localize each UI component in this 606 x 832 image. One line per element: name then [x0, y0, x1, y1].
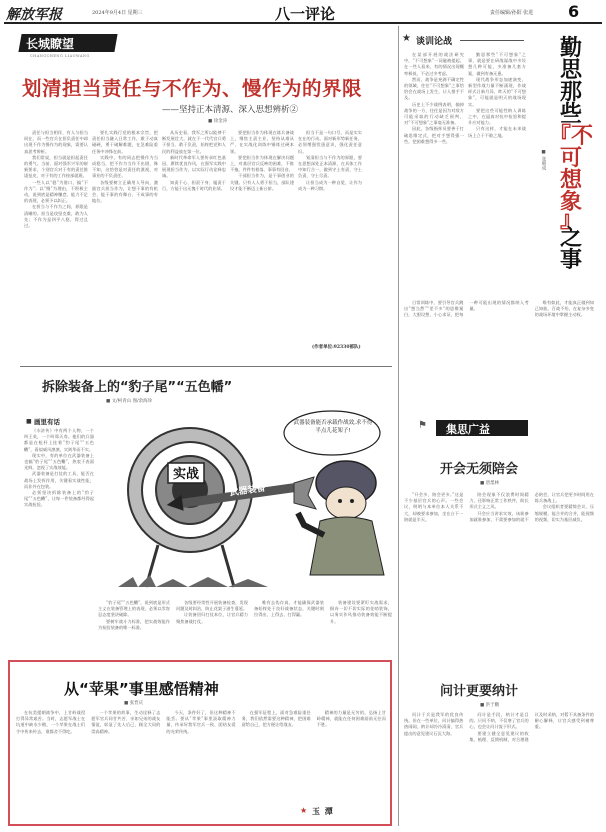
yutan-author: ■ 张晋庆: [124, 701, 144, 706]
huapian-cartoon: [98, 405, 393, 595]
tanshi-author: ■ 张朝成: [541, 150, 546, 170]
target-stand-right: [222, 545, 234, 587]
changcheng-body-col4: 要把担当作为体现在练兵备战上，聚焦主责主业，坚持从难从严，在实战化训练中锤炼过硬本领。 要把担当作为体现在解决问题上，对基层官兵反映的困难，不推不拖，件件有着落、事事有回音。 干部担当作为，是干事创业的关键。只有人人勇于担当，部队建设才能不断迈上新台阶。: [230, 130, 294, 191]
changcheng-body-col3: 从历史看，我军之所以能够不断发展壮大，就在于一代代官兵勇于担当、敢于负责，始终把党和人民的利益放在第一位。 新时代革命军人要传承红色基因，赓续优良作风，在强军实践中展现担当作为，以实际行动诠释忠诚。 知责于心、担责于身、履责于行，方能干出无愧于时代的业绩。: [162, 130, 226, 191]
header-editors: 责任编辑/孙阳 张进: [490, 10, 534, 16]
tanshi-headline-char: 之: [559, 226, 582, 251]
tanshi-headline-char: 想: [559, 168, 582, 193]
changcheng-title: 划清担当责任与不作为、慢作为的界限: [22, 77, 363, 100]
jisi-title2: 问计更要纳计: [440, 684, 519, 699]
huapian-title: 拆除装备上的“豹子尾”“五色幡”: [42, 380, 233, 395]
changcheng-body-col1: 责任与担当相伴，有人与担当同在，而一些官兵在担负责任中却出现不作为慢作为的现象，需要认真思考辨析。 我们常说，担当就是担起责任的勇气。当前，面对强军兴军的崭新要求，个别官兵对于有的责任推诿扯皮，对于有的工作按部就班。 一些人以“稳”为借口，搞“不作为”；以“慢”为理由，不积极主动，说到底是精神懈怠、能力不足的表现，必须予以纠正。 在担当与不作为之间，界限是清晰的。担当是攻坚克难，敢为人先；不作为是四平八稳，得过且过。: [24, 130, 88, 229]
changcheng-subtitle: ——坚持正本清源、深入思想辨析②: [162, 105, 299, 115]
tanshi-headline-char: 『不: [548, 124, 593, 149]
tanshi-label: 谈训论战: [416, 37, 453, 47]
huapian-label: 画里有话: [34, 418, 60, 426]
changcheng-ending: (作者单位:92330部队): [312, 345, 361, 350]
grass: [118, 575, 268, 587]
changcheng-sublabel: CHANGCHENG LIAOWANG: [30, 54, 90, 58]
tanshi-headline-char: 些: [559, 102, 582, 127]
soldier-eye-left: [338, 499, 342, 503]
yutan-title: 从“苹果”事里感悟精神: [64, 680, 219, 698]
tanshi-headline-char: 那: [559, 80, 582, 105]
jisi-label: 集思广益: [446, 423, 490, 436]
huapian-star-icon: ■: [26, 418, 32, 425]
tanshi-headline: [546, 38, 596, 272]
tanshi-label-rule: [460, 40, 524, 41]
jisi-flag-icon: ⚑: [418, 420, 427, 431]
soldier-eye-right: [350, 499, 354, 503]
tanshi-star-icon: ★: [402, 33, 411, 44]
tanshi-headline-char: 勤: [559, 36, 582, 61]
header-date: 2024年9月4日 星期三: [92, 10, 143, 16]
yutan-label: 玉 潭: [312, 807, 334, 816]
tanshi-headline-char: 可: [559, 146, 582, 171]
speech-text-wrap: [292, 419, 374, 449]
middle-rule: [20, 366, 392, 367]
tanshi-body-bottom: 日常训练中，要引导官兵跳出“想当然”“差不多”的思维窠臼，大胆设想、小心求证，把每一种可能出现的情况都纳入考量。 唯有如此，才能真正做到知己知彼，百战不殆，在复杂多变的战场环境中掌握主动权。: [404, 300, 594, 318]
huapian-body-col2: “豹子尾”“五色幡”，说到底是形式主义在装备管理上的表现，必须以零容忍态度坚决破除。 要树牢战斗力标准，把实战效能作为检验装备的唯一标准。: [98, 600, 170, 630]
huapian-body-col3: 各级要经常性开展装备检查，发现问题及时纠治，防止花架子滋生蔓延。 让装备回归打仗本位，让官兵精力聚焦备战打仗。: [176, 600, 248, 624]
huapian-body-col4: 唯有去伪存真，才能确保武器装备始终处于良好战备状态，关键时刻拉得出、上得去、打得赢。: [254, 600, 324, 618]
header-page-number: 6: [568, 2, 580, 21]
arrow-label: 武器装备: [229, 483, 267, 499]
changcheng-label: 长城瞭望: [26, 37, 75, 51]
jisi-body1: “开会多，陪会更多。”这是不少基层官兵的心声。一些会议，明明与本单位本人关系不大，却被要求参加，坐在台下一陪就是半天。 陪会现象不仅浪费时间精力，还影响正常工作秩序，助长形式主义之风。 开会应当讲求实效，该谁参加就谁参加，不需要参加的就不必陪会，让官兵把更多时间用在练兵备战上。 会议组织者要精简会议、压缩规模，能合并的合并，能视频的视频，切实为基层减负。: [404, 492, 594, 522]
changcheng-author: ■ 徐金涛: [208, 119, 228, 124]
soldier-face: [326, 487, 366, 519]
huapian-body-col5: 装备建设要紧盯实战需求，摒弃一切不切实际的花哨装饰，以务实作风推动装备效能不断提升。: [330, 600, 392, 624]
right-column-divider: [398, 26, 399, 826]
tanshi-headline-char: 思: [559, 58, 582, 83]
huapian-body-col1: 《水浒传》中有两个人物，一个叫王英，一个叫郑天寿。他们的兵器都是在枪杆上挂着“豹子尾”“五色幡”，看似威风凛凛，实则华而不实。 现实中，有的单位在武器装备上也搞“豹子尾”“五色幡”，热衷于表面光鲜，忽视了实战效能。 武器装备是打仗的工具，能否在战场上发挥作用，关键看实战性能，而非外在包装。 必须坚决拆除装备上的“豹子尾”“五色幡”，让每一件装备都经得起实战检验。: [24, 428, 94, 508]
tanshi-headline-char: 事: [559, 248, 582, 273]
speech-text: 武器装备能否承载作战效,求不得半点儿花架子!: [293, 420, 373, 434]
jisi-title1: 开会无须陪会: [440, 462, 519, 477]
soldier-body: [310, 517, 384, 575]
jisi-author2: ■ 洪于鹏: [480, 703, 500, 708]
huapian-byline: ■ 文/柯青山 图/余海珍: [106, 399, 153, 404]
tanshi-body-col2: 勤思那些“不可想象”之事，就是要在研战谋战中多设想几种可能，多准备几套方案，做到有备无患。 现代战争形态加速演变，新型作战力量不断涌现，作战样式日新月异，昨天的“不可想象”，可能就是明天的战场现实。 要把这些可能性纳入训练之中，在逼真对抗中检验和提升应对能力。 只有这样，才能在未来战场上立于不败之地。: [468, 52, 526, 138]
masthead-logo: 解放军报: [6, 7, 62, 23]
yutan-star-icon: ★: [300, 806, 308, 815]
jisi-body2: 问计于兵是我军的优良传统。但在一些单位，问计搞得热热闹闹，纳计却冷冷清清，官兵提出的意见建议石沉大海。 问计是手段，纳计才是目的。只问不纳，不仅寒了官兵的心，也会让问计流于形式。 要建立健全意见建议的收集、梳理、反馈机制，对合理建议及时采纳，对暂不具备条件的耐心解释，让官兵感受到被尊重。: [404, 712, 594, 742]
tanshi-headline-char: 』: [559, 208, 582, 233]
header-section: 八一评论: [274, 5, 335, 23]
jisi-author1: ■ 唐墨林: [480, 481, 500, 486]
tanshi-body-col1: 在某部开展的战法研究中，“不可想象”一词屡被提起。在一些人看来，有的情况出现概率极低，不必过多考虑。 然而，战争是充满不确定性的领域，往往“不可想象”之事恰恰会在战场上发生，让人措手不及。 历史上不少战例表明，输掉战争的一方，往往是因为对敌方可能采取的行动缺乏预判，对“不可想象”之事毫无准备。 因此，各级指挥员要善于打破思维定式，把对手想得强一些，把困难想得多一些。: [404, 52, 464, 144]
changcheng-body-col2: 要扎实践行党的根本宗旨，把责任担当融入日常工作，敢于动真碰硬，勇于破解难题，在急难险重任务中冲锋在前。 实践中，有的同志把慢作为当成稳当，把不作为当作不出错，殊不知，这恰恰是对责任的漠视，对事业的不负责任。 各级要树立正确用人导向，激励官兵担当作为，让想干事的有机会、能干事的有舞台、干成事的有地位。: [92, 130, 158, 204]
yutan-body: 在抗美援朝战争中，上甘岭战役打得异常艰苦。当时，志愿军战士在坑道中缺水少粮，一个苹果在战士们手中传来传去，谁都舍不得吃。 一个苹果的故事，生动诠释了志愿军官兵同甘共苦、亲如兄弟的战友情谊，彰显了先人后己、顾全大局的崇高精神。 今天，条件好了，但这种精神不能丢。要从“苹果”事里汲取精神力量，传承好我军官兵一致、团结友爱的光荣传统。 在强军征程上，面对急难险重任务，我们依然需要这种精神，把困难留给自己，把方便让给战友。 精神的力量是无穷的。弘扬上甘岭精神，就能在任何困难面前无往而不胜。: [16, 710, 386, 734]
arrow-feathers: [294, 477, 316, 509]
header-rule: [4, 22, 602, 24]
changcheng-body-col5: 担当不是一句口号，而是实实在在的行动。面对新形势新任务，必须增强忧患意识，强化责任意识。 划清担当与不作为的界限，要在思想深处正本清源，在具体工作中知行合一，做到守土有责、守土负责、守土尽责。 让担当成为一种自觉，让作为成为一种习惯。: [298, 130, 362, 191]
tanshi-headline-char: 象: [559, 190, 582, 215]
target-label: 实战: [172, 467, 200, 482]
